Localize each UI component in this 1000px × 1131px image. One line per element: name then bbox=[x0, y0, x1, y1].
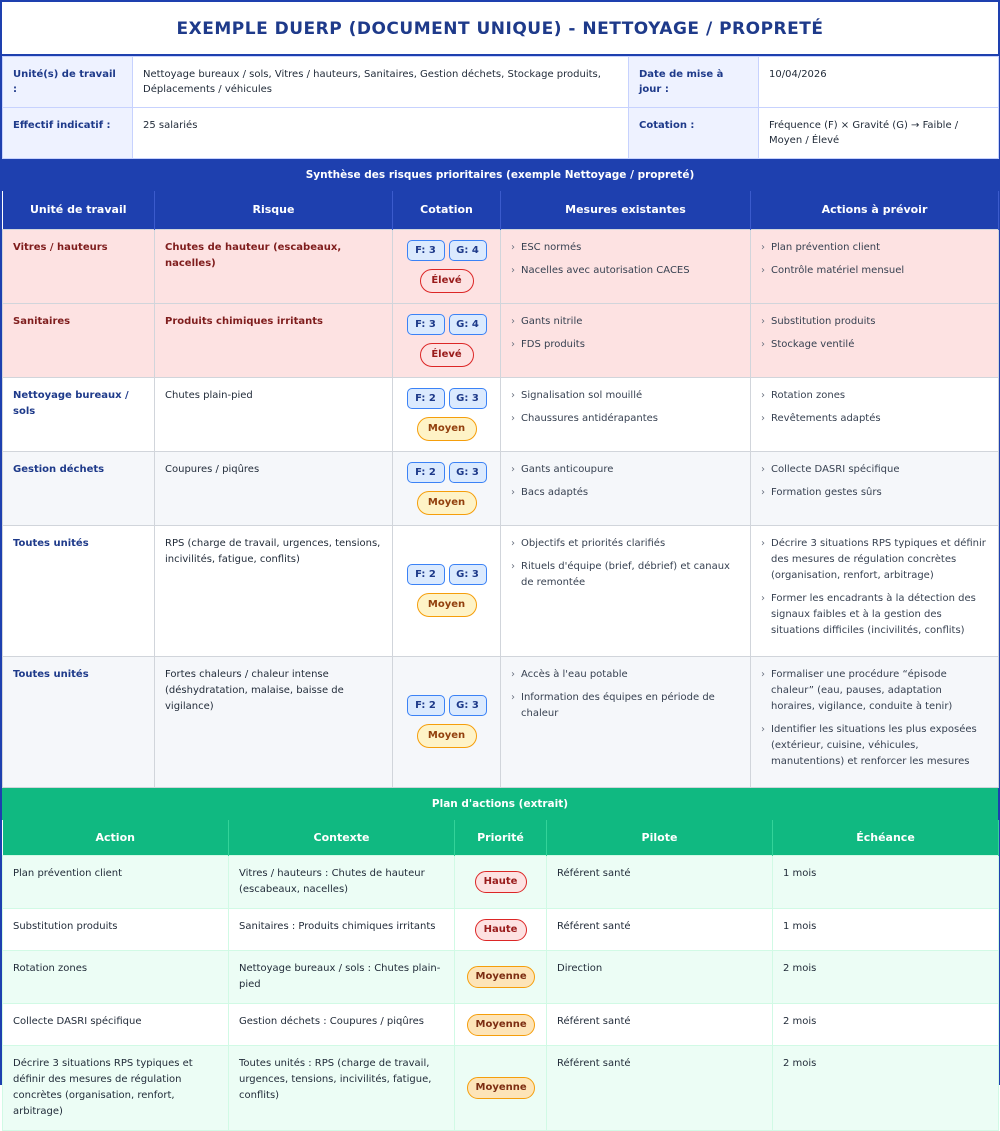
plan-context: Toutes unités : RPS (charge de travail, urgences, tensions, incivilités, fatigue, conflits) bbox=[229, 1046, 455, 1131]
plan-row bbox=[3, 856, 999, 909]
existing-measures bbox=[501, 303, 751, 377]
risk-header-unit: Unité de travail bbox=[3, 191, 155, 229]
level-wrap bbox=[397, 261, 496, 293]
action-item: › Décrire 3 situations RPS typiques et définir des mesures de régulation concrètes (organisation, renfort, arbitrage) bbox=[761, 536, 988, 584]
risk-unit: Nettoyage bureaux / sols bbox=[3, 377, 155, 451]
measures-list bbox=[511, 240, 740, 279]
plan-header-pilot: Pilote bbox=[547, 820, 773, 856]
action-item: › Stockage ventilé bbox=[761, 337, 988, 353]
date-label: Date de mise à jour : bbox=[629, 57, 759, 108]
level-wrap bbox=[397, 716, 496, 748]
plan-pilot: Référent santé bbox=[547, 856, 773, 909]
plan-due: 2 mois bbox=[773, 1046, 999, 1131]
measure-item: › Bacs adaptés bbox=[511, 485, 740, 501]
plan-due: 1 mois bbox=[773, 856, 999, 909]
plan-context: Vitres / hauteurs : Chutes de hauteur (escabeaux, nacelles) bbox=[229, 856, 455, 909]
plan-row bbox=[3, 1004, 999, 1046]
priority-badge: Haute bbox=[475, 919, 527, 941]
frequency-badge: F: 3 bbox=[407, 314, 445, 335]
level-wrap bbox=[397, 483, 496, 515]
level-wrap bbox=[397, 585, 496, 617]
actions-list bbox=[761, 667, 988, 770]
plan-action: Substitution produits bbox=[3, 909, 229, 951]
risk-description: Fortes chaleurs / chaleur intense (déshydratation, malaise, baisse de vigilance) bbox=[155, 656, 393, 787]
existing-measures bbox=[501, 229, 751, 303]
measure-item: › Signalisation sol mouillé bbox=[511, 388, 740, 404]
risk-rating-cell bbox=[393, 451, 501, 525]
risk-description: RPS (charge de travail, urgences, tensions, incivilités, fatigue, conflits) bbox=[155, 525, 393, 656]
risk-description: Coupures / piqûres bbox=[155, 451, 393, 525]
risk-row bbox=[3, 229, 999, 303]
frequency-badge: F: 2 bbox=[407, 695, 445, 716]
existing-measures bbox=[501, 377, 751, 451]
measures-list bbox=[511, 536, 740, 591]
existing-measures bbox=[501, 451, 751, 525]
risk-level-badge: Moyen bbox=[417, 417, 477, 441]
frequency-gravity bbox=[397, 564, 496, 585]
risk-unit: Toutes unités bbox=[3, 656, 155, 787]
units-value: Nettoyage bureaux / sols, Vitres / hauteurs, Sanitaires, Gestion déchets, Stockage produits, Déplacements / véhicules bbox=[133, 57, 629, 108]
measure-item: › Accès à l'eau potable bbox=[511, 667, 740, 683]
frequency-badge: F: 3 bbox=[407, 240, 445, 261]
plan-context: Gestion déchets : Coupures / piqûres bbox=[229, 1004, 455, 1046]
action-item: › Plan prévention client bbox=[761, 240, 988, 256]
risk-unit: Sanitaires bbox=[3, 303, 155, 377]
planned-actions bbox=[751, 451, 999, 525]
risk-table bbox=[2, 191, 999, 788]
risk-level-badge: Moyen bbox=[417, 593, 477, 617]
risk-level-badge: Élevé bbox=[420, 269, 474, 293]
plan-due: 2 mois bbox=[773, 951, 999, 1004]
risk-rating-cell bbox=[393, 377, 501, 451]
actions-list bbox=[761, 314, 988, 353]
actions-list bbox=[761, 462, 988, 501]
level-wrap bbox=[397, 409, 496, 441]
measure-item: › Gants anticoupure bbox=[511, 462, 740, 478]
plan-pilot: Direction bbox=[547, 951, 773, 1004]
plan-row bbox=[3, 909, 999, 951]
priority-badge: Moyenne bbox=[467, 966, 535, 988]
risk-row bbox=[3, 451, 999, 525]
risk-header-actions: Actions à prévoir bbox=[751, 191, 999, 229]
frequency-gravity bbox=[397, 462, 496, 483]
frequency-gravity bbox=[397, 314, 496, 335]
frequency-badge: F: 2 bbox=[407, 462, 445, 483]
measures-list bbox=[511, 667, 740, 722]
action-item: › Collecte DASRI spécifique bbox=[761, 462, 988, 478]
existing-measures bbox=[501, 525, 751, 656]
action-item: › Formaliser une procédure “épisode chaleur” (eau, pauses, adaptation horaires, vigilance, conduite à tenir) bbox=[761, 667, 988, 715]
measure-item: › ESC normés bbox=[511, 240, 740, 256]
meta-table bbox=[2, 56, 999, 159]
plan-action: Décrire 3 situations RPS typiques et définir des mesures de régulation concrètes (organisation, renfort, arbitrage) bbox=[3, 1046, 229, 1131]
plan-row bbox=[3, 951, 999, 1004]
gravity-badge: G: 3 bbox=[449, 564, 487, 585]
measure-item: › FDS produits bbox=[511, 337, 740, 353]
plan-action: Collecte DASRI spécifique bbox=[3, 1004, 229, 1046]
measure-item: › Gants nitrile bbox=[511, 314, 740, 330]
actions-list bbox=[761, 240, 988, 279]
gravity-badge: G: 4 bbox=[449, 240, 487, 261]
risk-unit: Toutes unités bbox=[3, 525, 155, 656]
planned-actions bbox=[751, 377, 999, 451]
action-item: › Substitution produits bbox=[761, 314, 988, 330]
actions-list bbox=[761, 388, 988, 427]
plan-pilot: Référent santé bbox=[547, 909, 773, 951]
risk-unit: Gestion déchets bbox=[3, 451, 155, 525]
document-title: EXEMPLE DUERP (DOCUMENT UNIQUE) - NETTOYAGE / PROPRETÉ bbox=[2, 2, 998, 56]
headcount-value: 25 salariés bbox=[133, 108, 629, 159]
risk-description: Chutes plain-pied bbox=[155, 377, 393, 451]
risk-row bbox=[3, 525, 999, 656]
planned-actions bbox=[751, 229, 999, 303]
gravity-badge: G: 3 bbox=[449, 388, 487, 409]
plan-priority-cell bbox=[455, 909, 547, 951]
plan-context: Sanitaires : Produits chimiques irritants bbox=[229, 909, 455, 951]
risk-header-risk: Risque bbox=[155, 191, 393, 229]
plan-due: 2 mois bbox=[773, 1004, 999, 1046]
risk-row bbox=[3, 656, 999, 787]
existing-measures bbox=[501, 656, 751, 787]
actions-list bbox=[761, 536, 988, 639]
measures-list bbox=[511, 314, 740, 353]
planned-actions bbox=[751, 525, 999, 656]
risk-level-badge: Moyen bbox=[417, 724, 477, 748]
plan-header-priority: Priorité bbox=[455, 820, 547, 856]
risk-rating-cell bbox=[393, 303, 501, 377]
rating-value: Fréquence (F) × Gravité (G) → Faible / Moyen / Élevé bbox=[759, 108, 999, 159]
plan-pilot: Référent santé bbox=[547, 1046, 773, 1131]
level-wrap bbox=[397, 335, 496, 367]
plan-header-due: Échéance bbox=[773, 820, 999, 856]
planned-actions bbox=[751, 303, 999, 377]
planned-actions bbox=[751, 656, 999, 787]
action-plan-table bbox=[2, 820, 999, 1131]
measure-item: › Objectifs et priorités clarifiés bbox=[511, 536, 740, 552]
risk-description: Produits chimiques irritants bbox=[155, 303, 393, 377]
measure-item: › Rituels d'équipe (brief, débrief) et canaux de remontée bbox=[511, 559, 740, 591]
frequency-badge: F: 2 bbox=[407, 388, 445, 409]
headcount-label: Effectif indicatif : bbox=[3, 108, 133, 159]
plan-action: Rotation zones bbox=[3, 951, 229, 1004]
action-item: › Identifier les situations les plus exposées (extérieur, cuisine, véhicules, manutentions) et renforcer les mesures bbox=[761, 722, 988, 770]
measure-item: › Nacelles avec autorisation CACES bbox=[511, 263, 740, 279]
frequency-gravity bbox=[397, 388, 496, 409]
action-plan-banner: Plan d'actions (extrait) bbox=[2, 788, 998, 820]
measures-list bbox=[511, 388, 740, 427]
units-label: Unité(s) de travail : bbox=[3, 57, 133, 108]
plan-header-context: Contexte bbox=[229, 820, 455, 856]
plan-row bbox=[3, 1046, 999, 1131]
action-item: › Rotation zones bbox=[761, 388, 988, 404]
gravity-badge: G: 3 bbox=[449, 462, 487, 483]
gravity-badge: G: 4 bbox=[449, 314, 487, 335]
action-item: › Contrôle matériel mensuel bbox=[761, 263, 988, 279]
measure-item: › Chaussures antidérapantes bbox=[511, 411, 740, 427]
priority-badge: Moyenne bbox=[467, 1077, 535, 1099]
plan-priority-cell bbox=[455, 1046, 547, 1131]
action-item: › Former les encadrants à la détection des signaux faibles et à la gestion des situations difficiles (incivilités, conflits) bbox=[761, 591, 988, 639]
risk-rating-cell bbox=[393, 656, 501, 787]
risk-level-badge: Moyen bbox=[417, 491, 477, 515]
risk-row bbox=[3, 377, 999, 451]
plan-priority-cell bbox=[455, 951, 547, 1004]
plan-priority-cell bbox=[455, 856, 547, 909]
risk-header-rating: Cotation bbox=[393, 191, 501, 229]
risk-rating-cell bbox=[393, 525, 501, 656]
date-value: 10/04/2026 bbox=[759, 57, 999, 108]
plan-header-action: Action bbox=[3, 820, 229, 856]
priority-badge: Haute bbox=[475, 871, 527, 893]
risk-header-measures: Mesures existantes bbox=[501, 191, 751, 229]
gravity-badge: G: 3 bbox=[449, 695, 487, 716]
rating-label: Cotation : bbox=[629, 108, 759, 159]
risk-unit: Vitres / hauteurs bbox=[3, 229, 155, 303]
frequency-gravity bbox=[397, 695, 496, 716]
action-item: › Revêtements adaptés bbox=[761, 411, 988, 427]
risk-row bbox=[3, 303, 999, 377]
risk-rating-cell bbox=[393, 229, 501, 303]
plan-context: Nettoyage bureaux / sols : Chutes plain-pied bbox=[229, 951, 455, 1004]
plan-priority-cell bbox=[455, 1004, 547, 1046]
action-item: › Formation gestes sûrs bbox=[761, 485, 988, 501]
risk-level-badge: Élevé bbox=[420, 343, 474, 367]
frequency-badge: F: 2 bbox=[407, 564, 445, 585]
risk-description: Chutes de hauteur (escabeaux, nacelles) bbox=[155, 229, 393, 303]
priority-badge: Moyenne bbox=[467, 1014, 535, 1036]
frequency-gravity bbox=[397, 240, 496, 261]
risk-summary-banner: Synthèse des risques prioritaires (exemple Nettoyage / propreté) bbox=[2, 159, 998, 191]
plan-due: 1 mois bbox=[773, 909, 999, 951]
measure-item: › Information des équipes en période de chaleur bbox=[511, 690, 740, 722]
plan-action: Plan prévention client bbox=[3, 856, 229, 909]
plan-pilot: Référent santé bbox=[547, 1004, 773, 1046]
measures-list bbox=[511, 462, 740, 501]
